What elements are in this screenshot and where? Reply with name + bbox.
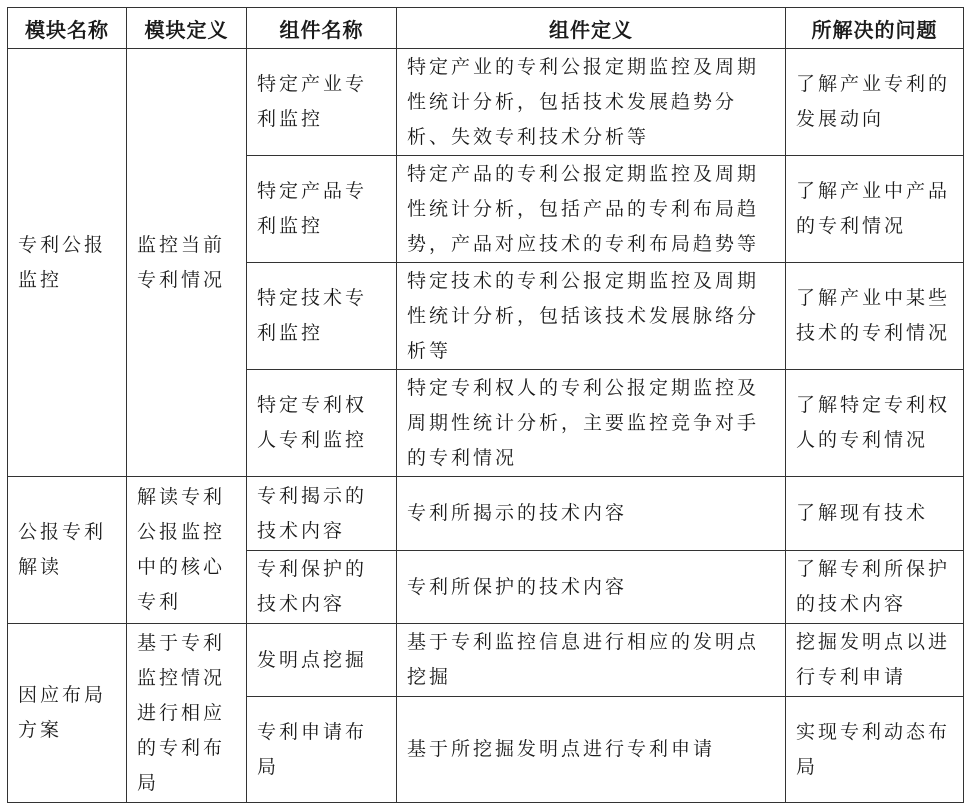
component-name-cell: 专利申请布局 bbox=[247, 697, 397, 803]
module-name-cell: 公报专利解读 bbox=[8, 477, 127, 624]
header-component-definition: 组件定义 bbox=[397, 8, 786, 49]
header-module-definition: 模块定义 bbox=[127, 8, 247, 49]
problem-cell: 了解现有技术 bbox=[786, 477, 964, 551]
module-definition-cell: 监控当前专利情况 bbox=[127, 49, 247, 477]
component-definition-cell: 专利所保护的技术内容 bbox=[397, 551, 786, 624]
component-definition-cell: 基于所挖掘发明点进行专利申请 bbox=[397, 697, 786, 803]
header-module-name: 模块名称 bbox=[8, 8, 127, 49]
component-definition-cell: 基于专利监控信息进行相应的发明点挖掘 bbox=[397, 624, 786, 697]
problem-cell: 了解产业专利的发展动向 bbox=[786, 49, 964, 156]
component-name-cell: 特定专利权人专利监控 bbox=[247, 370, 397, 477]
component-name-cell: 特定产品专利监控 bbox=[247, 156, 397, 263]
component-definition-cell: 特定产品的专利公报定期监控及周期性统计分析，包括产品的专利布局趋势，产品对应技术的专利布局趋势等 bbox=[397, 156, 786, 263]
header-problem-solved: 所解决的问题 bbox=[786, 8, 964, 49]
problem-cell: 了解专利所保护的技术内容 bbox=[786, 551, 964, 624]
component-name-cell: 专利保护的技术内容 bbox=[247, 551, 397, 624]
header-component-name: 组件名称 bbox=[247, 8, 397, 49]
component-definition-cell: 特定专利权人的专利公报定期监控及周期性统计分析，主要监控竞争对手的专利情况 bbox=[397, 370, 786, 477]
component-definition-cell: 专利所揭示的技术内容 bbox=[397, 477, 786, 551]
problem-cell: 实现专利动态布局 bbox=[786, 697, 964, 803]
table-row bbox=[8, 624, 964, 697]
module-table bbox=[7, 7, 964, 803]
component-definition-cell: 特定技术的专利公报定期监控及周期性统计分析，包括该技术发展脉络分析等 bbox=[397, 263, 786, 370]
table-row bbox=[8, 477, 964, 551]
module-name-cell: 因应布局方案 bbox=[8, 624, 127, 803]
component-name-cell: 专利揭示的技术内容 bbox=[247, 477, 397, 551]
module-definition-cell: 解读专利公报监控中的核心专利 bbox=[127, 477, 247, 624]
problem-cell: 了解特定专利权人的专利情况 bbox=[786, 370, 964, 477]
problem-cell: 了解产业中产品的专利情况 bbox=[786, 156, 964, 263]
problem-cell: 了解产业中某些技术的专利情况 bbox=[786, 263, 964, 370]
module-definition-cell: 基于专利监控情况进行相应的专利布局 bbox=[127, 624, 247, 803]
component-name-cell: 发明点挖掘 bbox=[247, 624, 397, 697]
component-definition-cell: 特定产业的专利公报定期监控及周期性统计分析，包括技术发展趋势分析、失效专利技术分析等 bbox=[397, 49, 786, 156]
component-name-cell: 特定产业专利监控 bbox=[247, 49, 397, 156]
component-name-cell: 特定技术专利监控 bbox=[247, 263, 397, 370]
module-name-cell: 专利公报监控 bbox=[8, 49, 127, 477]
problem-cell: 挖掘发明点以进行专利申请 bbox=[786, 624, 964, 697]
header-row bbox=[8, 8, 964, 49]
table-row bbox=[8, 49, 964, 156]
